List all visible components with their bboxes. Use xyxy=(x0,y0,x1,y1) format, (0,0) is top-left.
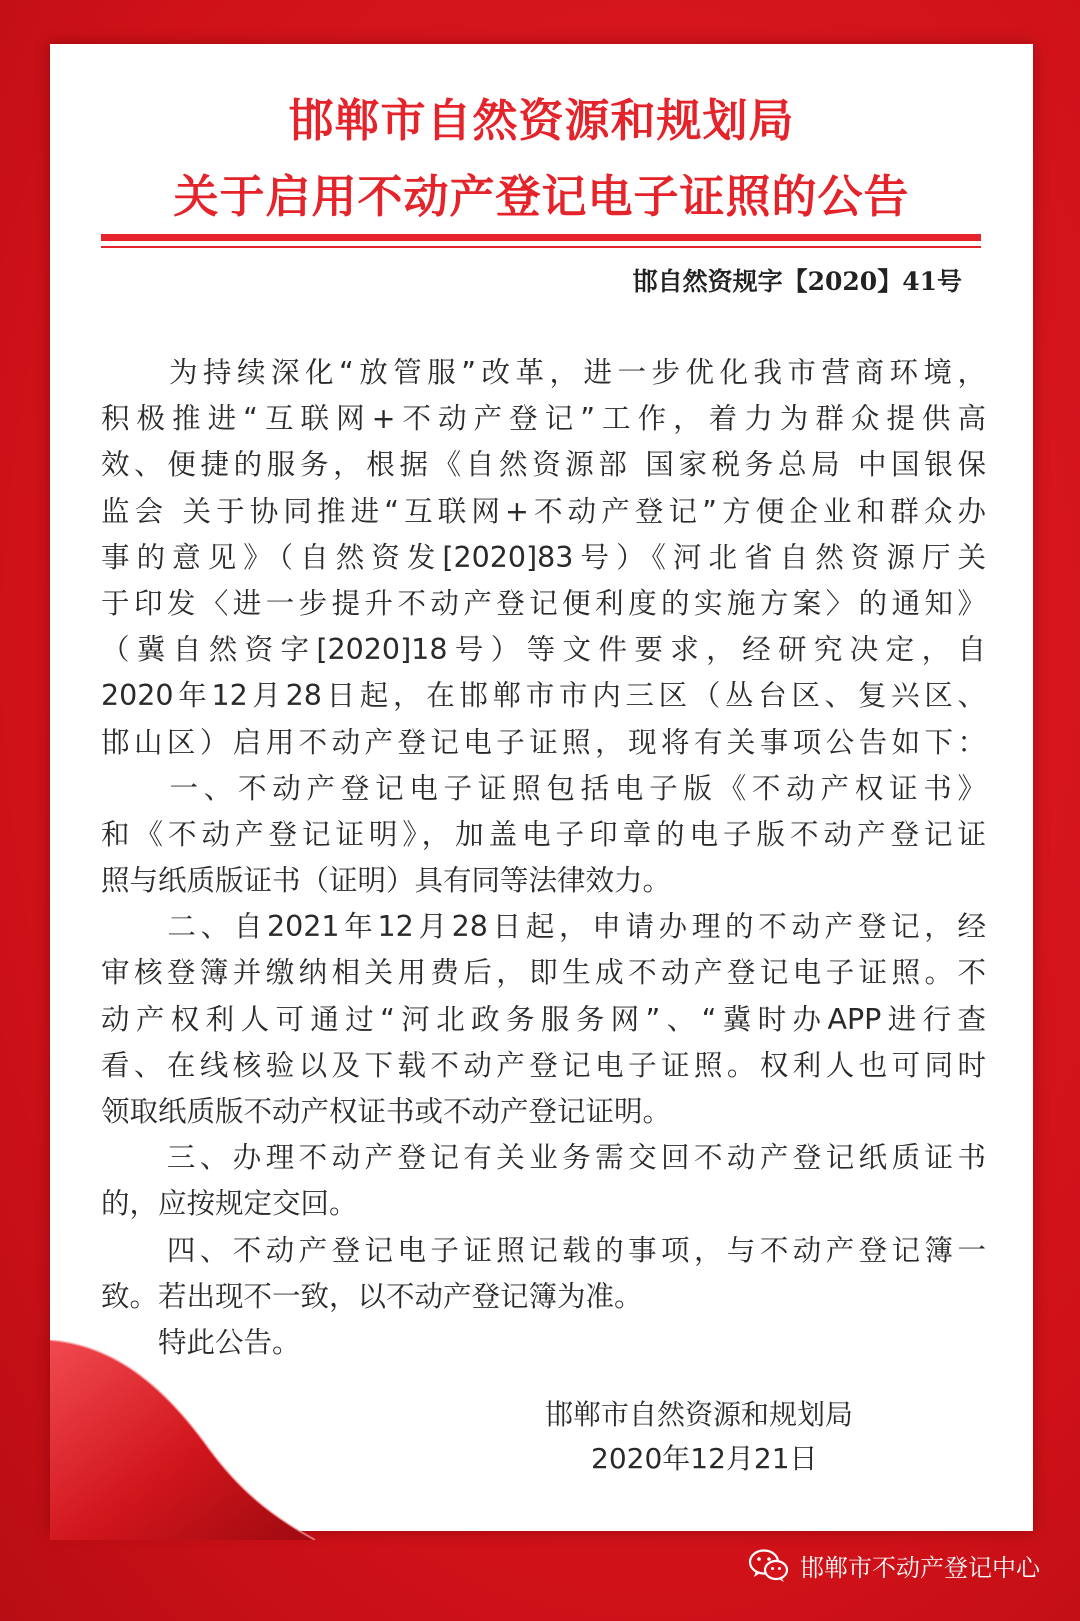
page-curl-decoration xyxy=(50,1340,350,1540)
body-line: 事的意见》（自然资发[2020]83号）《河北省自然资源厅关 xyxy=(101,540,986,574)
body-line: 一、不动产登记电子证照包括电子版《不动产权证书》 xyxy=(101,771,986,805)
body-line: 效、便捷的服务，根据《自然资源部 国家税务总局 中国银保 xyxy=(101,448,986,482)
body-line: （冀自然资字[2020]18号）等文件要求，经研究决定，自 xyxy=(101,633,986,667)
wechat-account-name: 邯郸市不动产登记中心 xyxy=(800,1554,1040,1582)
wechat-icon xyxy=(748,1549,790,1583)
body-line: 为持续深化“放管服”改革，进一步优化我市营商环境， xyxy=(101,356,986,389)
body-line: 和《不动产登记证明》，加盖电子印章的电子版不动产登记证 xyxy=(101,817,986,851)
body-line: 看、在线核验以及下载不动产登记电子证照。权利人也可同时 xyxy=(101,1048,986,1082)
notice-title-issuer: 邯郸市自然资源和规划局 xyxy=(288,94,795,147)
body-line: 四、不动产登记电子证照记载的事项，与不动产登记簿一 xyxy=(101,1233,986,1267)
document-number: 邯自然资规字【2020】41号 xyxy=(632,267,962,296)
body-line: 的，应按规定交回。 xyxy=(101,1187,358,1221)
body-line: 邯山区）启用不动产登记电子证照，现将有关事项公告如下： xyxy=(101,725,986,759)
title-rule-thick xyxy=(101,234,981,241)
body-line: 动产权利人可通过“河北政务服务网”、“冀时办APP进行查 xyxy=(101,1002,986,1036)
body-line: 2020年12月28日起，在邯郸市市内三区（丛台区、复兴区、 xyxy=(101,679,986,713)
notice-body xyxy=(101,350,986,1366)
wechat-account-footer xyxy=(748,1548,1040,1583)
body-line: 照与纸质版证书（证明）具有同等法律效力。 xyxy=(101,864,672,898)
signature-organization: 邯郸市自然资源和规划局 xyxy=(545,1398,854,1431)
body-line: 审核登簿并缴纳相关用费后，即生成不动产登记电子证照。不 xyxy=(101,956,986,990)
body-line: 二、自2021年12月28日起，申请办理的不动产登记，经 xyxy=(101,910,986,944)
body-line: 于印发〈进一步提升不动产登记便利度的实施方案〉的通知》 xyxy=(101,586,986,620)
title-rule-thin xyxy=(101,246,981,248)
notice-title-subject: 关于启用不动产登记电子证照的公告 xyxy=(173,170,910,223)
body-line: 监会 关于协同推进“互联网+不动产登记”方便企业和群众办 xyxy=(101,494,986,528)
signature-block xyxy=(520,1393,920,1481)
body-line: 特此公告。 xyxy=(101,1325,301,1359)
body-line: 领取纸质版不动产权证书或不动产登记证明。 xyxy=(101,1095,672,1128)
signature-date: 2020年12月21日 xyxy=(591,1442,818,1475)
body-line: 积极推进“互联网+不动产登记”工作，着力为群众提供高 xyxy=(101,402,986,436)
body-line: 三、办理不动产登记有关业务需交回不动产登记纸质证书 xyxy=(101,1141,986,1175)
body-line: 致。若出现不一致，以不动产登记簿为准。 xyxy=(101,1279,643,1313)
